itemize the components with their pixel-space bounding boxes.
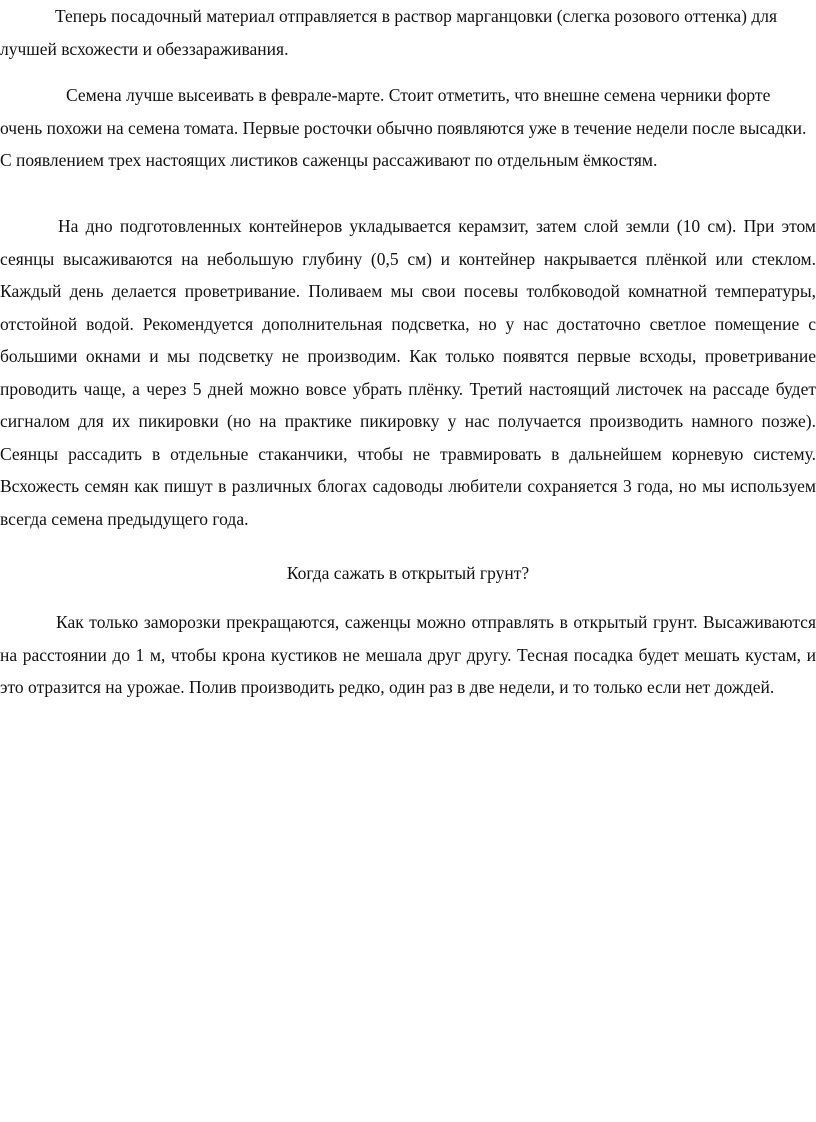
paragraph-open-ground: Как только заморозки прекращаются, саженцы можно отправлять в открытый грунт. Высаживаются на расстоянии до 1 м, чтобы крона кустиков не мешала друг другу. Тесная посадка будет мешать кустам, и это отразится на урожае. Полив производить редко, один раз в две недели, и то только если нет дождей. <box>0 612 816 697</box>
section-heading: Когда сажать в открытый грунт? <box>286 563 530 583</box>
paragraph-disinfection: Теперь посадочный материал отправляется в раствор марганцовки (слегка розового оттенка) для лучшей всхожести и обеззараживания. <box>0 6 778 59</box>
paragraph-sowing-time: Семена лучше высеивать в феврале-марте. Стоит отметить, что внешне семена черники форте очень похожи на семена томата. Первые росточки обычно появляются уже в течение недели после высадки. С появлением трех настоящих листиков саженцы рассаживают по отдельным ёмкостям. <box>0 85 807 170</box>
paragraph-seedling-care: На дно подготовленных контейнеров укладывается керамзит, затем слой земли (10 см). При этом сеянцы высаживаются на небольшую глубину (0,5 см) и контейнер накрывается плёнкой или стеклом. Каждый день делается проветривание. Поливаем мы свои посевы толбководой комнатной температуры, отстойной водой. Рекомендуется дополнительная подсветка, но у нас достаточно светлое помещение с большими окнами и мы подсветку не производим. Как только появятся первые всходы, проветривание проводить чаще, а через 5 дней можно вовсе убрать плёнку. Третий настоящий листочек на рассаде будет сигналом для их пикировки (но на практике пикировку у нас получается производить намного позже). Сеянцы рассадить в отдельные стаканчики, чтобы не травмировать в дальнейшем корневую систему. Всхожесть семян как пишут в различных блогах садоводы любители сохраняется 3 года, но мы используем всегда семена предыдущего года. <box>0 216 816 529</box>
